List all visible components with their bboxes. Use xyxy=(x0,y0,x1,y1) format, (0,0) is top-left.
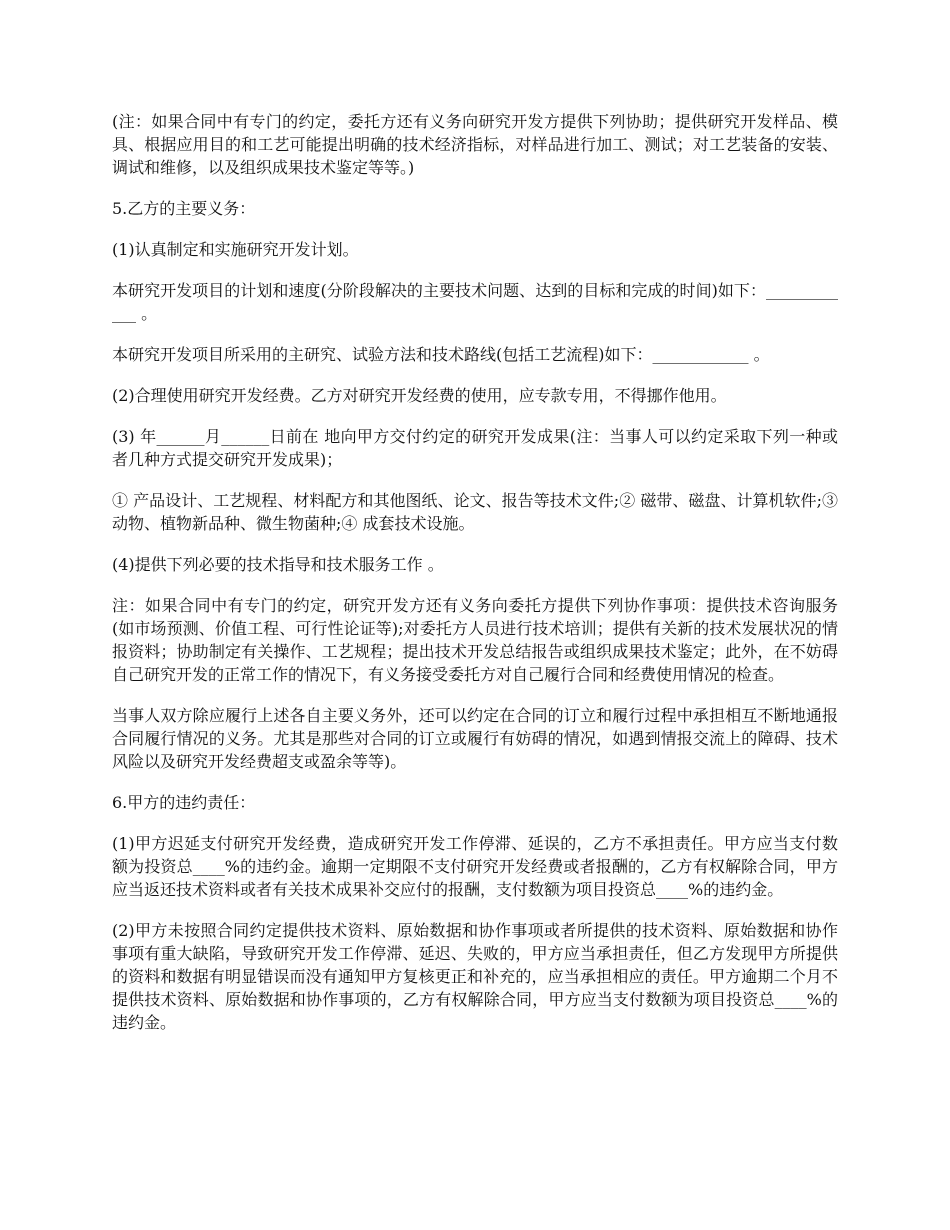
clause-5-2: (2)合理使用研究开发经费。乙方对研究开发经费的使用，应专款专用，不得挪作他用。 xyxy=(112,386,727,405)
note-developer-cooperation: 注：如果合同中有专门的约定，研究开发方还有义务向委托方提供下列协作事项：提供技术咨询服务(如市场预测、价值工程、可行性论证等);对委托方人员进行技术培训；提供有关新的技术发展状况的情报资料；协助制定有关操作、工艺规程；提出技术开发总结报告或组织成果技术鉴定；此外，在不妨碍自己研究开发的正常工作的情况下，有义务接受委托方对自己履行合同和经费使用情况的检查。 xyxy=(112,596,838,684)
delivery-forms: ① 产品设计、工艺规程、材料配方和其他图纸、论文、报告等技术文件;② 磁带、磁盘、计算机软件;③ 动物、植物新品种、微生物菌种;④ 成套技术设施。 xyxy=(112,491,838,533)
clause-6-1: (1)甲方迟延支付研究开发经费，造成研究开发工作停滞、延误的，乙方不承担责任。甲方应当支付数额为投资总____%的违约金。逾期一定期限不支付研究开发经费或者报酬的，乙方有权解除合同，甲方应当返还技术资料或者有关技术成果补交应付的报酬，支付数额为项目投资总____%的违约金。 xyxy=(112,834,838,899)
note-client-assistance: (注：如果合同中有专门的约定，委托方还有义务向研究开发方提供下列协助；提供研究开发样品、模具、根据应用目的和工艺可能提出明确的技术经济指标，对样品进行加工、测试；对工艺装备的安装、调试和维修，以及组织成果技术鉴定等等。) xyxy=(112,112,838,177)
clause-5-4: (4)提供下列必要的技术指导和技术服务工作 。 xyxy=(112,555,444,574)
mutual-notification: 当事人双方除应履行上述各自主要义务外，还可以约定在合同的订立和履行过程中承担相互不断地通报合同履行情况的义务。尤其是那些对合同的订立或履行有妨碍的情况，如遇到情报交流上的障碍、技术风险以及研究开发经费超支或盈余等等)。 xyxy=(112,706,838,771)
document-body xyxy=(112,110,838,1052)
clause-5-1: (1)认真制定和实施研究开发计划。 xyxy=(112,240,359,259)
section-5-heading: 5.乙方的主要义务： xyxy=(112,199,256,218)
clause-5-3: (3) 年______月______日前在 地向甲方交付约定的研究开发成果(注：当事人可以约定采取下列一种或者几种方式提交研究开发成果)； xyxy=(112,427,838,469)
clause-6-2: (2)甲方未按照合同约定提供技术资料、原始数据和协作事项或者所提供的技术资料、原始数据和协作事项有重大缺陷，导致研究开发工作停滞、延迟、失败的，甲方应当承担责任，但乙方发现甲方所提供的资料和数据有明显错误而没有通知甲方复核更正和补充的，应当承担相应的责任。甲方逾期二个月不提供技术资料、原始数据和协作事项的，乙方有权解除合同，甲方应当支付数额为项目投资总____%的违约金。 xyxy=(112,921,838,1032)
methods-and-route: 本研究开发项目所采用的主研究、试验方法和技术路线(包括工艺流程)如下：____________ 。 xyxy=(112,345,770,364)
plan-and-schedule: 本研究开发项目的计划和速度(分阶段解决的主要技术问题、达到的目标和完成的时间)如下：____________ 。 xyxy=(112,281,838,323)
section-6-heading: 6.甲方的违约责任： xyxy=(112,793,256,812)
